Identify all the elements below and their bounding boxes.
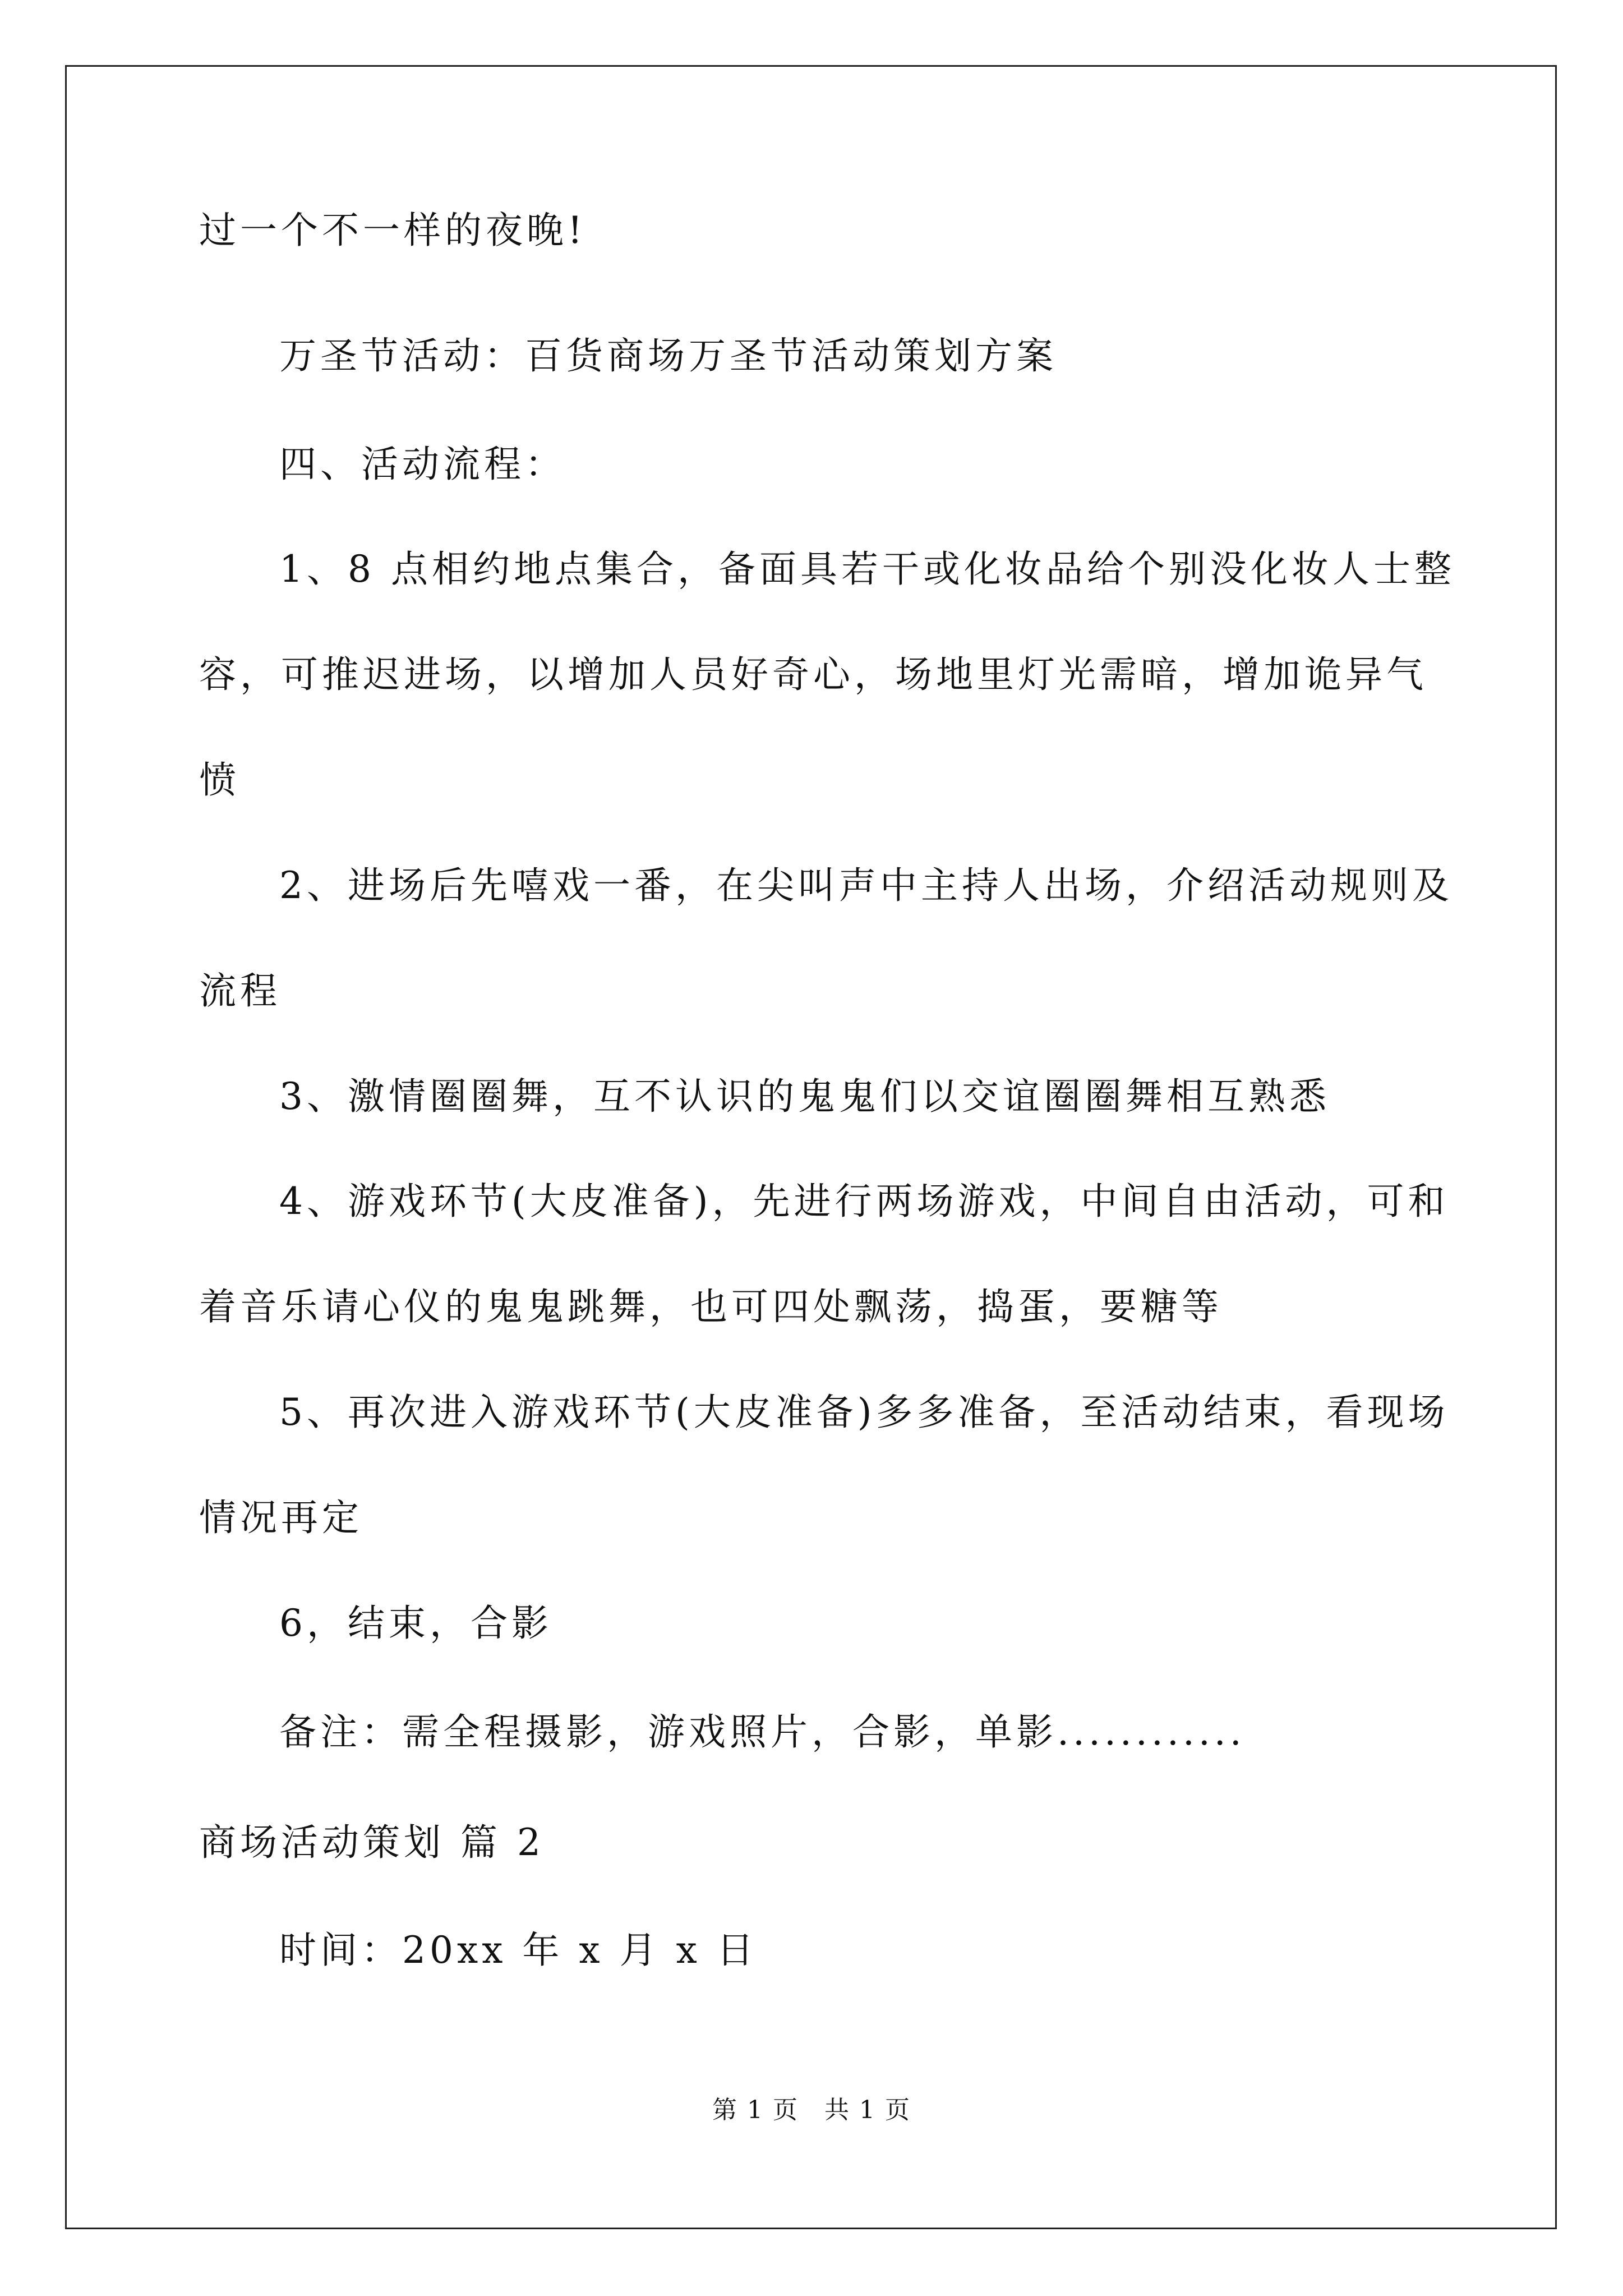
list-item: 6，结束，合影 — [279, 1602, 552, 1645]
note-line: 备注：需全程摄影，游戏照片，合影，单影............ — [279, 1710, 1246, 1754]
section-heading: 四、活动流程： — [279, 443, 566, 486]
text-line: 容，可推迟进场，以增加人员好奇心，场地里灯光需暗，增加诡异气 — [199, 653, 1427, 696]
text-line: 着音乐请心仪的鬼鬼跳舞，也可四处飘荡，捣蛋，要糖等 — [199, 1285, 1223, 1328]
list-item: 5、再次进入游戏环节(大皮准备)多多准备，至活动结束，看现场 — [279, 1391, 1449, 1434]
list-item: 2、进场后先嘻戏一番，在尖叫声中主持人出场，介绍活动规则及 — [279, 864, 1453, 907]
text-line: 愤 — [199, 758, 240, 802]
list-item: 4、游戏环节(大皮准备)，先进行两场游戏，中间自由活动，可和 — [279, 1180, 1449, 1223]
text-line: 流程 — [199, 969, 281, 1013]
list-item: 3、激情圈圈舞，互不认识的鬼鬼们以交谊圈圈舞相互熟悉 — [279, 1075, 1330, 1118]
text-line: 万圣节活动：百货商场万圣节活动策划方案 — [279, 334, 1057, 378]
section-title: 商场活动策划 篇 2 — [199, 1821, 545, 1864]
page-border — [65, 65, 1557, 2229]
page-number: 第 1 页 共 1 页 — [712, 2096, 911, 2124]
text-line: 时间：20xx 年 x 月 x 日 — [279, 1929, 758, 1972]
text-line: 过一个不一样的夜晚! — [199, 209, 587, 252]
text-line: 情况再定 — [199, 1496, 363, 1539]
list-item: 1、8 点相约地点集合，备面具若干或化妆品给个别没化妆人士整 — [279, 547, 1455, 591]
